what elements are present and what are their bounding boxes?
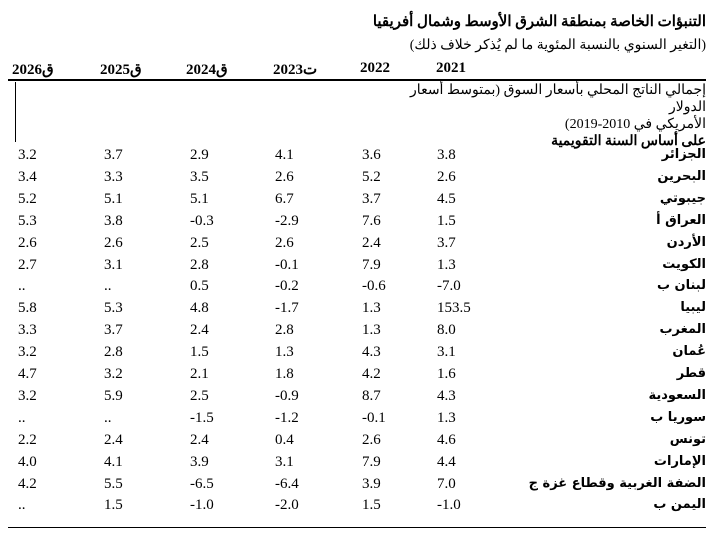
row-label: تونس: [669, 431, 706, 447]
cell-2023: 1.3: [275, 344, 294, 361]
cell-2021: 153.5: [437, 300, 471, 317]
cell-2024: 1.5: [190, 344, 209, 361]
cell-2021: 4.4: [437, 453, 456, 470]
cell-2023: 2.6: [275, 168, 294, 185]
row-label: عُمان: [672, 344, 706, 360]
cell-2026: ..: [18, 278, 26, 295]
cell-2021: 1.6: [437, 366, 456, 382]
cell-2023: -1.2: [275, 409, 299, 426]
cell-2021: -7.0: [437, 278, 461, 295]
cell-2023: 4.1: [275, 147, 294, 163]
cell-2026: ..: [18, 497, 26, 514]
table-row: [0, 278, 714, 300]
section-line-1: إجمالي الناتج المحلي بأسعار السوق (بمتوسط أسعار الدولار: [410, 83, 706, 115]
cell-2021: 7.0: [437, 475, 456, 492]
cell-2023: 0.4: [275, 431, 294, 448]
cell-2025: 5.3: [104, 300, 123, 317]
cell-2021: 8.0: [437, 322, 456, 339]
table-row: [0, 169, 714, 191]
cell-2025: ..: [104, 278, 112, 295]
cell-2026: 2.6: [18, 234, 37, 251]
cell-2024: -1.5: [190, 409, 214, 426]
table-row: [0, 432, 714, 454]
cell-2025: 5.9: [104, 387, 123, 404]
cell-2025: 3.1: [104, 256, 123, 273]
table-row: [0, 366, 714, 388]
cell-2024: 3.5: [190, 168, 209, 185]
cell-2024: 5.1: [190, 190, 209, 207]
cell-2023: 1.8: [275, 366, 294, 382]
row-label: لبنان ب: [656, 278, 706, 294]
header-2025: 2025ق: [100, 62, 142, 78]
table-row: [0, 476, 714, 498]
cell-2024: 2.5: [190, 234, 209, 251]
header-2026: 2026ق: [12, 62, 54, 78]
cell-2025: 5.1: [104, 190, 123, 207]
cell-2022: 7.9: [362, 453, 381, 470]
cell-2024: 2.9: [190, 147, 209, 163]
cell-2025: 3.2: [104, 366, 123, 382]
cell-2021: 4.6: [437, 431, 456, 448]
cell-2022: 1.3: [362, 300, 381, 317]
cell-2022: 2.6: [362, 431, 381, 448]
row-label: السعودية: [648, 387, 706, 403]
cell-2026: 4.2: [18, 475, 37, 492]
cell-2023: -0.2: [275, 278, 299, 295]
cell-2026: 2.7: [18, 256, 37, 273]
cell-2021: 3.8: [437, 147, 456, 163]
cell-2022: 3.9: [362, 475, 381, 492]
row-label: العراق أ: [656, 212, 706, 228]
table-row: [0, 388, 714, 410]
cell-2024: 3.9: [190, 453, 209, 470]
cell-2021: 1.5: [437, 212, 456, 229]
cell-2023: 2.8: [275, 322, 294, 339]
cell-2025: ..: [104, 409, 112, 426]
cell-2023: -2.0: [275, 497, 299, 514]
cell-2024: 2.5: [190, 387, 209, 404]
cell-2026: ..: [18, 409, 26, 426]
cell-2026: 3.2: [18, 387, 37, 404]
cell-2023: 3.1: [275, 453, 294, 470]
cell-2022: 2.4: [362, 234, 381, 251]
row-label: جيبوتي: [659, 190, 706, 206]
cell-2023: -0.1: [275, 256, 299, 273]
header-rule: [8, 79, 706, 81]
row-label: سوريا ب: [650, 409, 706, 425]
section-heading: [376, 82, 706, 150]
cell-2024: 2.4: [190, 322, 209, 339]
cell-2025: 3.7: [104, 147, 123, 163]
cell-2023: -0.9: [275, 387, 299, 404]
table-row: [0, 322, 714, 344]
table-row: [0, 235, 714, 257]
cell-2023: -6.4: [275, 475, 299, 492]
cell-2026: 3.2: [18, 344, 37, 361]
table-row: [0, 257, 714, 279]
cell-2021: 4.5: [437, 190, 456, 207]
table-row: [0, 454, 714, 476]
cell-2026: 3.4: [18, 168, 37, 185]
section-line-2: الأمريكي في 2010-2019): [564, 117, 706, 132]
cell-2021: 2.6: [437, 168, 456, 185]
row-label: البحرين: [657, 168, 706, 184]
cell-2022: 3.6: [362, 147, 381, 163]
cell-2026: 4.7: [18, 366, 37, 382]
row-label: قطر: [676, 366, 706, 381]
header-2023: 2023ت: [273, 62, 318, 78]
cell-2025: 2.6: [104, 234, 123, 251]
header-2024: 2024ق: [186, 62, 228, 78]
row-label: الكويت: [662, 256, 706, 272]
cell-2024: -1.0: [190, 497, 214, 514]
cell-2023: -1.7: [275, 300, 299, 317]
cell-2021: 3.7: [437, 234, 456, 251]
cell-2026: 5.2: [18, 190, 37, 207]
cell-2022: -0.1: [362, 409, 386, 426]
cell-2022: 3.7: [362, 190, 381, 207]
bottom-rule: [8, 527, 706, 528]
cell-2022: 8.7: [362, 387, 381, 404]
row-label: الأردن: [666, 234, 706, 250]
left-border-line: [15, 82, 16, 142]
header-2021: 2021: [436, 60, 466, 76]
cell-2025: 4.1: [104, 453, 123, 470]
cell-2022: -0.6: [362, 278, 386, 295]
cell-2026: 5.3: [18, 212, 37, 229]
table-row: [0, 213, 714, 235]
cell-2025: 3.7: [104, 322, 123, 339]
cell-2026: 5.8: [18, 300, 37, 317]
cell-2022: 7.9: [362, 256, 381, 273]
cell-2024: 2.8: [190, 256, 209, 273]
row-label: الضفة الغربية وقطاع غزة ج: [528, 475, 706, 491]
cell-2024: 2.1: [190, 366, 209, 382]
cell-2024: -0.3: [190, 212, 214, 229]
cell-2023: 2.6: [275, 234, 294, 251]
cell-2023: -2.9: [275, 212, 299, 229]
cell-2025: 2.4: [104, 431, 123, 448]
cell-2026: 3.2: [18, 147, 37, 163]
cell-2025: 3.8: [104, 212, 123, 229]
cell-2025: 2.8: [104, 344, 123, 361]
cell-2023: 6.7: [275, 190, 294, 207]
cell-2022: 1.3: [362, 322, 381, 339]
cell-2021: 1.3: [437, 256, 456, 273]
cell-2022: 5.2: [362, 168, 381, 185]
row-label: الإمارات: [653, 453, 706, 469]
cell-2022: 7.6: [362, 212, 381, 229]
row-label: ليبيا: [680, 300, 706, 316]
cell-2025: 3.3: [104, 168, 123, 185]
table-row: [0, 147, 714, 169]
section-line-3: على أساس السنة التقويمية: [551, 134, 706, 149]
cell-2024: -6.5: [190, 475, 214, 492]
cell-2021: 3.1: [437, 344, 456, 361]
cell-2026: 3.3: [18, 322, 37, 339]
table-row: [0, 344, 714, 366]
page-subtitle: (التغير السنوي بالنسبة المئوية ما لم يُذكر خلاف ذلك): [409, 38, 706, 53]
table-row: [0, 410, 714, 432]
cell-2021: -1.0: [437, 497, 461, 514]
cell-2024: 0.5: [190, 278, 209, 295]
cell-2024: 4.8: [190, 300, 209, 317]
row-label: المغرب: [659, 322, 706, 338]
row-label: اليمن ب: [653, 497, 706, 513]
cell-2026: 2.2: [18, 431, 37, 448]
cell-2022: 1.5: [362, 497, 381, 514]
table-row: [0, 191, 714, 213]
table-row: [0, 497, 714, 519]
cell-2026: 4.0: [18, 453, 37, 470]
cell-2021: 4.3: [437, 387, 456, 404]
header-2022: 2022: [360, 60, 390, 76]
cell-2025: 1.5: [104, 497, 123, 514]
cell-2022: 4.2: [362, 366, 381, 382]
cell-2021: 1.3: [437, 409, 456, 426]
cell-2025: 5.5: [104, 475, 123, 492]
table-row: [0, 300, 714, 322]
cell-2024: 2.4: [190, 431, 209, 448]
cell-2022: 4.3: [362, 344, 381, 361]
page-title: التنبؤات الخاصة بمنطقة الشرق الأوسط وشمال أفريقيا: [372, 14, 706, 30]
row-label: الجزائر: [661, 147, 706, 162]
